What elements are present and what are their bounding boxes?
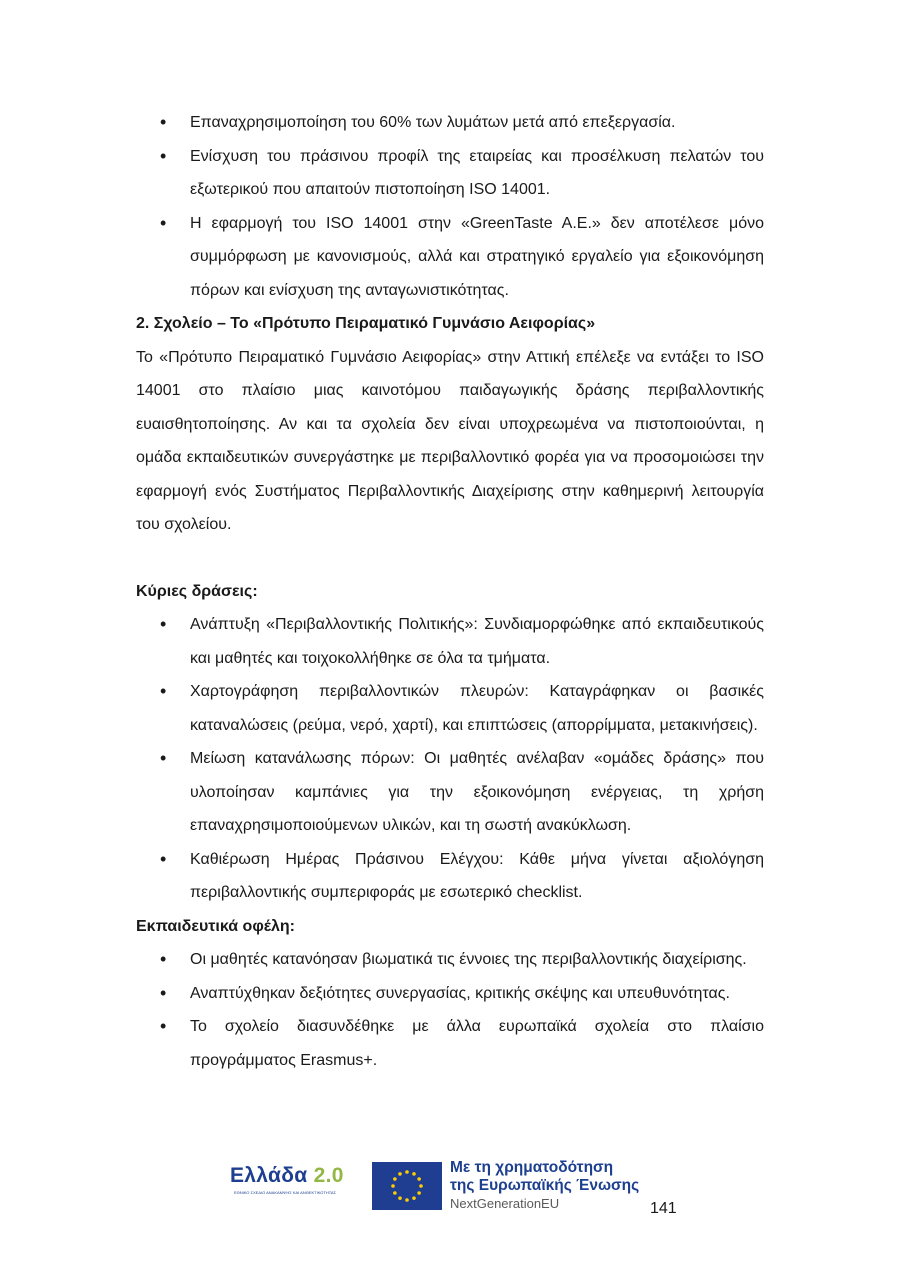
eu-star (398, 1172, 402, 1176)
section-heading: 2. Σχολείο – Το «Πρότυπο Πειραματικό Γυμνάσιο Αειφορίας» (136, 315, 596, 332)
list-item: • Ανάπτυξη «Περιβαλλοντικής Πολιτικής»: Συνδιαμορφώθηκε από εκπαιδευτικούς και μαθητές και τοιχοκολλήθηκε σε όλα τα τμήματα. (136, 608, 764, 675)
top-bullet-list (136, 106, 764, 307)
list-item: • Επαναχρησιμοποίηση του 60% των λυμάτων μετά από επεξεργασία. (136, 106, 764, 140)
eu-star (405, 1170, 409, 1174)
eu-star (391, 1184, 395, 1188)
intro-paragraph: Το «Πρότυπο Πειραματικό Γυμνάσιο Αειφορίας» στην Αττική επέλεξε να εντάξει το ISO 14001 στο πλαίσιο μιας καινοτόμου παιδαγωγικής δράσης περιβαλλοντικής ευαισθητοποίησης. Αν και τα σχολεία δεν είναι υποχρεωμένα να πιστοποιούνται, η ομάδα εκπαιδευτικών συνεργάστηκε με περιβαλλοντικό φορέα για να προσομοιώσει την εφαρμογή ενός Συστήματος Περιβαλλοντικής Διαχείρισης στην καθημερινή λειτουργία του σχολείου. (136, 348, 764, 533)
actions-heading: Κύριες δράσεις: (136, 582, 258, 600)
list-item: • Χαρτογράφηση περιβαλλοντικών πλευρών: Καταγράφηκαν οι βασικές καταναλώσεις (ρεύμα, νερό, χαρτί), και επιπτώσεις (απορρίμματα, μετακινήσεις). (136, 675, 764, 742)
eu-star (393, 1177, 397, 1181)
page-footer (0, 1150, 900, 1230)
list-item: • Ενίσχυση του πράσινου προφίλ της εταιρείας και προσέλκυση πελατών του εξωτερικού που απαιτούν πιστοποίηση ISO 14001. (136, 140, 764, 207)
eu-funding-text (450, 1159, 670, 1213)
list-item: • Μείωση κατανάλωσης πόρων: Οι μαθητές ανέλαβαν «ομάδες δράσης» που υλοποίησαν καμπάνιες για την εξοικονόμηση ενέργειας, τη χρήση επαναχρησιμοποιούμενων υλικών, και τη σωστή ανακύκλωση. (136, 742, 764, 843)
eu-star (412, 1196, 416, 1200)
eu-star (398, 1196, 402, 1200)
eu-star (405, 1198, 409, 1202)
list-item: • Αναπτύχθηκαν δεξιότητες συνεργασίας, κριτικής σκέψης και υπευθυνότητας. (136, 977, 764, 1011)
eu-star (393, 1191, 397, 1195)
eu-funding-line-1: Με τη χρηματοδότηση (450, 1159, 614, 1176)
spacer (136, 542, 764, 575)
greece-2-0-logo (230, 1164, 350, 1214)
greece-logo-subtitle: ΕΘΝΙΚΟ ΣΧΕΔΙΟ ΑΝΑΚΑΜΨΗΣ ΚΑΙ ΑΝΘΕΚΤΙΚΟΤΗΤΑΣ (233, 1190, 337, 1195)
list-item: • Οι μαθητές κατανόησαν βιωματικά τις έννοιες της περιβαλλοντικής διαχείρισης. (136, 943, 764, 977)
next-generation-eu-label: NextGenerationEU (450, 1196, 560, 1211)
eu-stars-icon (372, 1162, 442, 1210)
page-number: 141 (650, 1200, 677, 1217)
eu-star (417, 1191, 421, 1195)
eu-star (417, 1177, 421, 1181)
list-item: • Η εφαρμογή του ISO 14001 στην «GreenTaste A.E.» δεν αποτέλεσε μόνο συμμόρφωση με κανονισμούς, αλλά και στρατηγικό εργαλείο για εξοικονόμηση πόρων και ενίσχυση της ανταγωνιστικότητας. (136, 207, 764, 308)
greece-logo-word: Ελλάδα (230, 1164, 308, 1187)
actions-list (136, 608, 764, 910)
eu-funding-line-2: της Ευρωπαϊκής Ένωσης (450, 1177, 640, 1194)
greece-logo-number: 2.0 (313, 1164, 344, 1187)
list-item: • Καθιέρωση Ημέρας Πράσινου Ελέγχου: Κάθε μήνα γίνεται αξιολόγηση περιβαλλοντικής συμπεριφοράς με εσωτερικό checklist. (136, 843, 764, 910)
page-content (136, 106, 764, 1077)
eu-flag-icon (372, 1162, 442, 1210)
eu-star (419, 1184, 423, 1188)
benefits-heading: Εκπαιδευτικά οφέλη: (136, 917, 295, 935)
benefits-list (136, 943, 764, 1077)
eu-star (412, 1172, 416, 1176)
list-item: • Το σχολείο διασυνδέθηκε με άλλα ευρωπαϊκά σχολεία στο πλαίσιο προγράμματος Erasmus+. (136, 1010, 764, 1077)
